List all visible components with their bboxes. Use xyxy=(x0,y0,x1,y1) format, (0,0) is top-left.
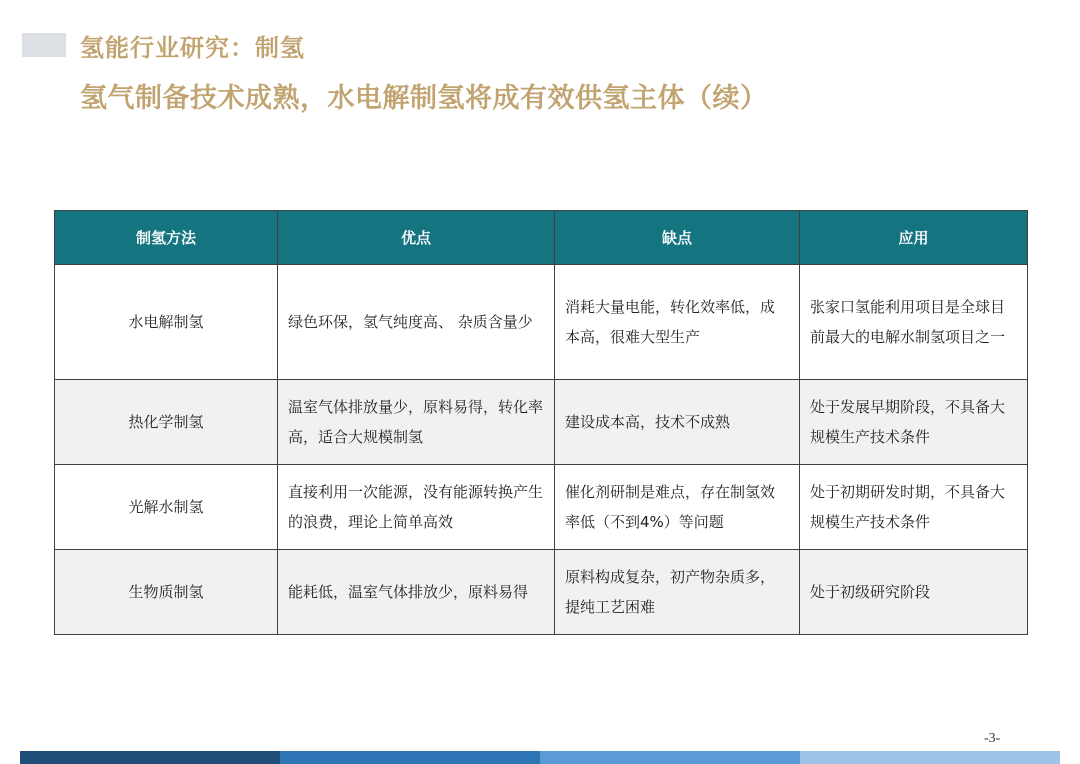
page-headline: 氢气制备技术成熟，水电解制氢将成有效供氢主体（续） xyxy=(80,83,768,114)
table-row xyxy=(55,465,1028,550)
cell-application: 处于初期研发时期，不具备大规模生产技术条件 xyxy=(800,465,1028,550)
cell-disadvantages: 原料构成复杂，初产物杂质多，提纯工艺困难 xyxy=(555,550,800,635)
cell-disadvantages: 建设成本高，技术不成熟 xyxy=(555,380,800,465)
section-title: 氢能行业研究：制氢 xyxy=(80,34,305,62)
column-header-advantages: 优点 xyxy=(278,211,555,265)
footer-bar-segment xyxy=(540,751,800,764)
table-header-row xyxy=(55,211,1028,265)
cell-method: 光解水制氢 xyxy=(55,465,278,550)
cell-advantages: 直接利用一次能源，没有能源转换产生的浪费，理论上简单高效 xyxy=(278,465,555,550)
cell-disadvantages: 催化剂研制是难点，存在制氢效率低（不到4%）等问题 xyxy=(555,465,800,550)
cell-disadvantages: 消耗大量电能，转化效率低，成本高，很难大型生产 xyxy=(555,265,800,380)
cell-advantages: 温室气体排放量少，原料易得，转化率高，适合大规模制氢 xyxy=(278,380,555,465)
hydrogen-methods-table xyxy=(54,210,1028,635)
footer-bar-segment xyxy=(20,751,280,764)
table-row xyxy=(55,380,1028,465)
cell-method: 热化学制氢 xyxy=(55,380,278,465)
cell-application: 处于发展早期阶段，不具备大规模生产技术条件 xyxy=(800,380,1028,465)
column-header-method: 制氢方法 xyxy=(55,211,278,265)
cell-method: 生物质制氢 xyxy=(55,550,278,635)
footer-bar-segment xyxy=(800,751,1060,764)
section-marker-bar xyxy=(22,33,66,57)
cell-advantages: 能耗低，温室气体排放少，原料易得 xyxy=(278,550,555,635)
footer-bar-segment xyxy=(280,751,540,764)
cell-application: 张家口氢能利用项目是全球目前最大的电解水制氢项目之一 xyxy=(800,265,1028,380)
table-row xyxy=(55,265,1028,380)
cell-advantages: 绿色环保，氢气纯度高、 杂质含量少 xyxy=(278,265,555,380)
column-header-disadvantages: 缺点 xyxy=(555,211,800,265)
table-row xyxy=(55,550,1028,635)
cell-application: 处于初级研究阶段 xyxy=(800,550,1028,635)
footer-color-bar xyxy=(20,751,1060,764)
column-header-application: 应用 xyxy=(800,211,1028,265)
page-number: -3- xyxy=(984,731,1001,746)
cell-method: 水电解制氢 xyxy=(55,265,278,380)
